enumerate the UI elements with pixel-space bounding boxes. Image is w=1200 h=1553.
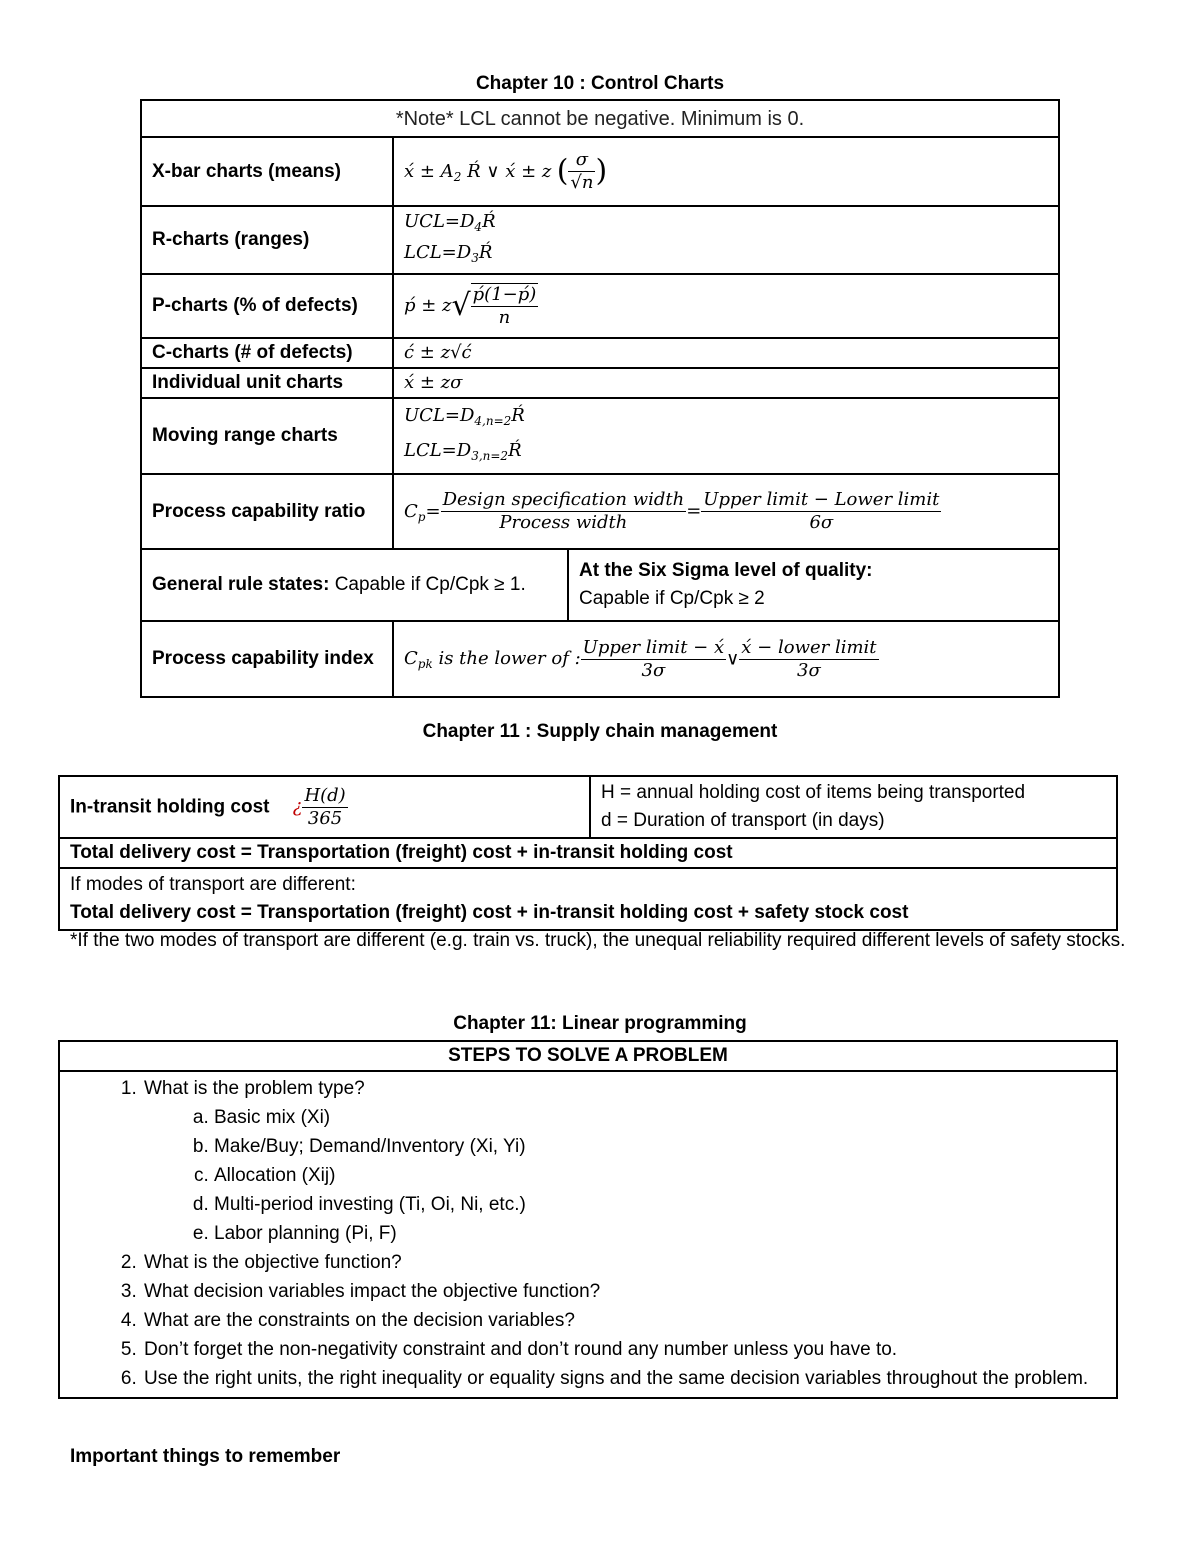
in-transit-cell: In-transit holding cost ¿ $\frac{H(d)}{365}$ xyxy=(59,776,590,838)
cpk-label: Process capability index xyxy=(141,621,393,697)
lp-step: 1. What is the problem type? a. Basic mix (Xi) b. Make/Buy; Demand/Inventory (Xi, Yi) c. Allocation (Xij) d. Multi-period investing (Ti, Oi, Ni, etc.) e. Labor planning (Pi, F) xyxy=(142,1074,1116,1248)
cchart-label: C-charts (# of defects) xyxy=(141,338,393,368)
cp-label: Process capability ratio xyxy=(141,474,393,549)
supply-chain-table xyxy=(58,775,1118,931)
lp-steps-header: STEPS TO SOLVE A PROBLEM xyxy=(59,1041,1117,1071)
lp-step: 5. Don’t forget the non-negativity constraint and don’t round any number unless you have to. xyxy=(142,1335,1116,1364)
problem-type-item: a. Basic mix (Xi) xyxy=(214,1103,1116,1132)
moving-range-formula: $UCL=D_{4,n=2}Ŕ$ $LCL=D_{3,n=2}Ŕ$ xyxy=(393,398,1059,474)
problem-type-item: c. Allocation (Xij) xyxy=(214,1161,1116,1190)
lp-steps-list xyxy=(60,1074,1116,1393)
lp-title: Chapter 11: Linear programming xyxy=(453,1013,747,1034)
problem-type-list xyxy=(144,1103,1116,1248)
general-rule-cell: General rule states: Capable if Cp/Cpk ≥ 1. xyxy=(141,549,568,621)
total-cost-row: Total delivery cost = Transportation (freight) cost + in-transit holding cost xyxy=(59,838,1117,868)
problem-type-item: b. Make/Buy; Demand/Inventory (Xi, Yi) xyxy=(214,1132,1116,1161)
lp-step: 6. Use the right units, the right inequality or equality signs and the same decision variables throughout the problem. xyxy=(142,1364,1116,1393)
lp-steps-table xyxy=(58,1040,1118,1399)
moving-range-label: Moving range charts xyxy=(141,398,393,474)
chapter10-title: Chapter 10 : Control Charts xyxy=(475,73,725,94)
cchart-formula: ć ± z√ć xyxy=(393,338,1059,368)
important-heading: Important things to remember xyxy=(70,1446,341,1467)
xbar-formula: x́ ± $A_2$ Ŕ ∨ x́ ± z ( $\frac{\sigma}{√n}$ ) xyxy=(393,137,1059,206)
lcl-note: *Note* LCL cannot be negative. Minimum is 0. xyxy=(141,100,1059,137)
lp-step: 4. What are the constraints on the decision variables? xyxy=(142,1306,1116,1335)
chapter11-title: Chapter 11 : Supply chain management xyxy=(422,721,778,742)
rchart-label: R-charts (ranges) xyxy=(141,206,393,274)
lp-steps-body xyxy=(59,1071,1117,1398)
safety-stock-footnote: *If the two modes of transport are different (e.g. train vs. truck), the unequal reliability required different levels of safety stocks. xyxy=(70,930,1126,951)
lp-step: 2. What is the objective function? xyxy=(142,1248,1116,1277)
different-modes-row: If modes of transport are different: Total delivery cost = Transportation (freight) cost + in-transit holding cost + safety stock cost xyxy=(59,868,1117,930)
lp-step: 3. What decision variables impact the objective function? xyxy=(142,1277,1116,1306)
pchart-label: P-charts (% of defects) xyxy=(141,274,393,338)
xbar-label: X-bar charts (means) xyxy=(141,137,393,206)
pchart-formula: ṕ ± z√ $\frac{ṕ(1-ṕ)}{n}$ xyxy=(393,274,1059,338)
definitions-cell: H = annual holding cost of items being transported d = Duration of transport (in days) xyxy=(590,776,1117,838)
six-sigma-cell: At the Six Sigma level of quality: Capable if Cp/Cpk ≥ 2 xyxy=(568,549,1059,621)
cp-formula: $C_p=$ $\frac{\text{Design specification width}}{\text{Process width}}$ = $\frac{\text{Upper limit − Lower limit}}{6\sigma}$ xyxy=(393,474,1059,549)
problem-type-item: e. Labor planning (Pi, F) xyxy=(214,1219,1116,1248)
rchart-formula: $UCL=D_4Ŕ$ $LCL=D_3Ŕ$ xyxy=(393,206,1059,274)
individual-formula: x́ ± zσ xyxy=(393,368,1059,398)
control-charts-table xyxy=(140,99,1060,698)
individual-label: Individual unit charts xyxy=(141,368,393,398)
cpk-formula: $C_{pk}$ is the lower of : $\frac{\text{Upper limit − x́}}{3\sigma}$ ∨ $\frac{\text{x́ − lower limit}}{3\sigma}$ xyxy=(393,621,1059,697)
problem-type-item: d. Multi-period investing (Ti, Oi, Ni, etc.) xyxy=(214,1190,1116,1219)
